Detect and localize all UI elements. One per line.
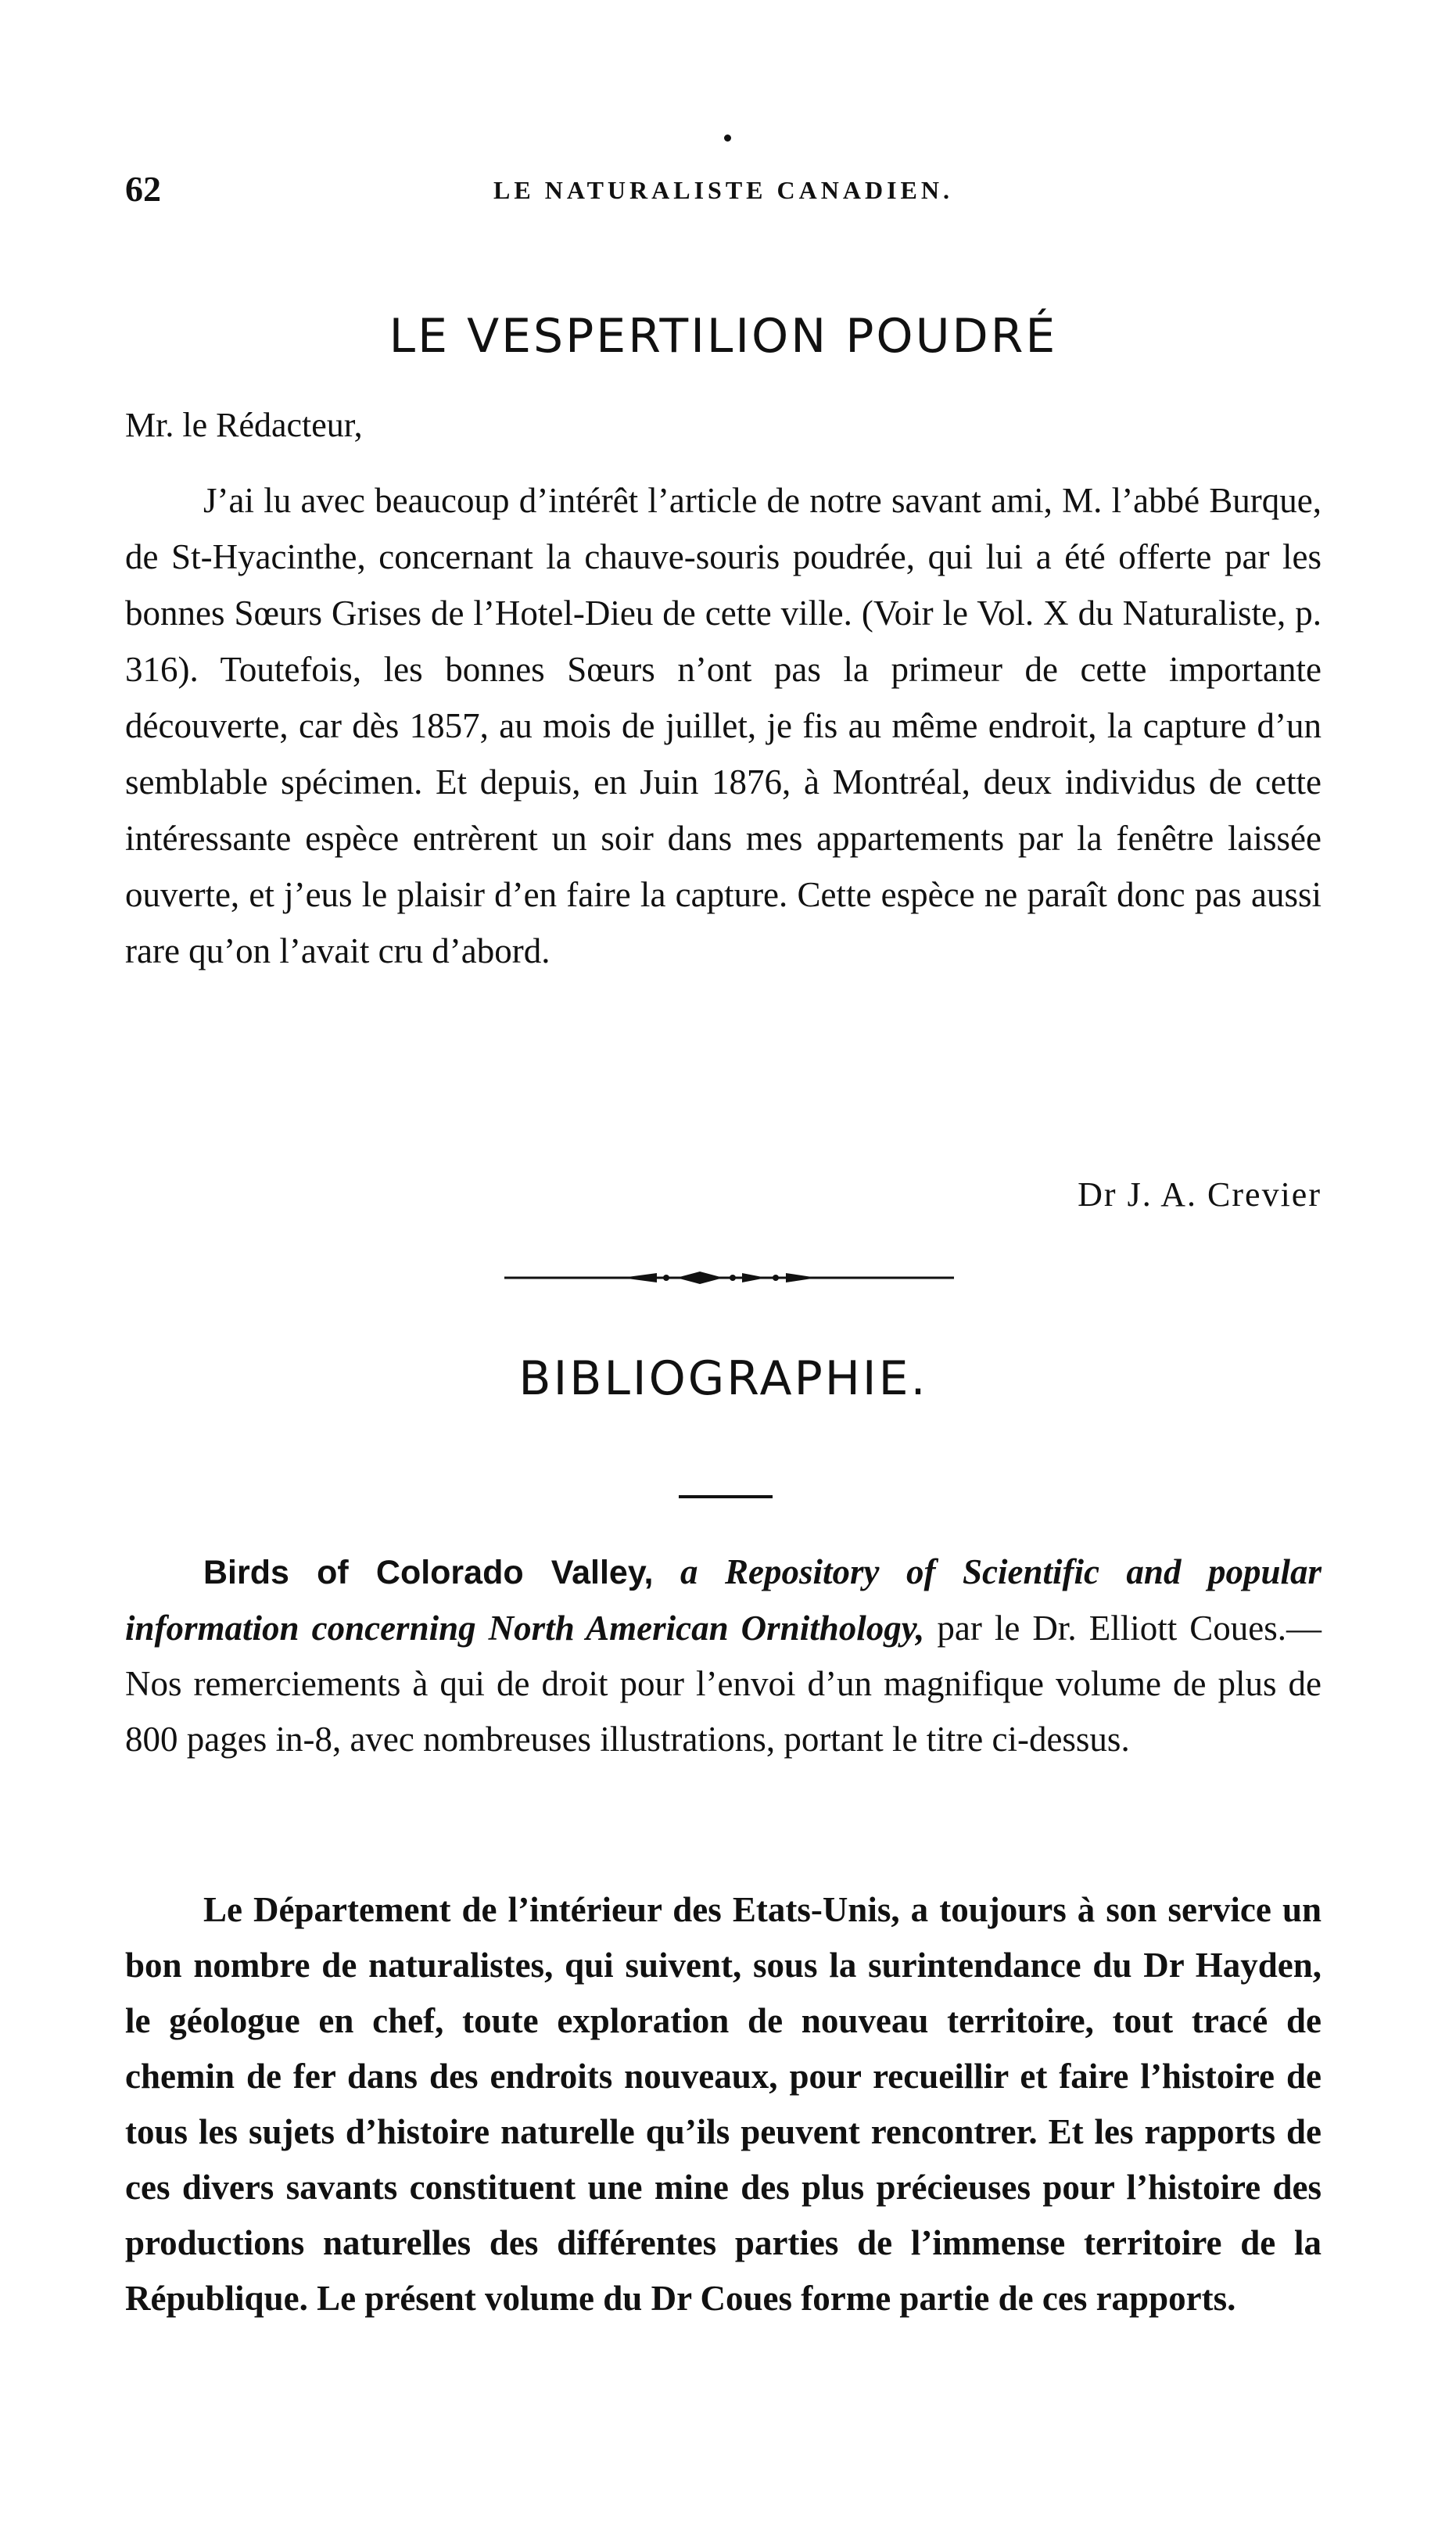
- page-header: [125, 168, 1322, 215]
- ornamental-divider: [504, 1268, 954, 1287]
- entry-title: Birds of Colorado Valley,: [203, 1554, 654, 1591]
- entry-byline: par le Dr. Elliott Coues.: [937, 1609, 1287, 1648]
- bibliography-paragraph-text: Le Département de l’intérieur des Etats-Unis, a toujours à son service un bon nombre de naturalistes, qui suivent, sous la surintendance du Dr Hayden, le géologue en chef, toute exploration de nouveau territoire, tout tracé de chemin de fer dans des endroits nouveaux, pour recueillir et faire l’histoire de tous les sujets d’histoire naturelle qu’ils peuvent rencontrer. Et les rapports de ces divers savants constituent une mine des plus précieuses pour l’histoire des productions naturelles des différentes parties de l’immense territoire de la République. Le présent volume du Dr Coues forme partie de ces rapports.: [125, 1890, 1322, 2318]
- entry-subtitle: a Repository of Scientific and popular information concerning North American Ornithology,: [125, 1552, 1322, 1648]
- signature: Dr J. A. Crevier: [1078, 1175, 1322, 1214]
- short-rule: [679, 1495, 773, 1498]
- article-title: LE VESPERTILION POUDRÉ: [389, 309, 1058, 364]
- ink-dot: [724, 135, 731, 142]
- salutation: Mr. le Rédacteur,: [125, 406, 363, 444]
- section-title: BIBLIOGRAPHIE.: [518, 1351, 928, 1406]
- bibliography-entry: [125, 1544, 1322, 1767]
- entry-body: —Nos remerciements à qui de droit pour l’envoi d’un magnifique volume de plus de 800 pages in-8, avec nombreuses illustrations, portant le titre ci-dessus.: [125, 1609, 1322, 1759]
- article-paragraph: J’ai lu avec beaucoup d’intérêt l’article de notre savant ami, M. l’abbé Burque, de St-Hyacinthe, concernant la chauve-souris poudrée, qui lui a été offerte par les bonnes Sœurs Grises de l’Hotel-Dieu de cette ville. (Voir le Vol. X du Naturaliste, p. 316). Toutefois, les bonnes Sœurs n’ont pas la primeur de cette importante découverte, car dès 1857, au mois de juillet, je fis au même endroit, la capture d’un semblable spécimen. Et depuis, en Juin 1876, à Montréal, deux individus de cette intéressante espèce entrèrent un soir dans mes appartements par la fenêtre laissée ouverte, et j’eus le plaisir d’en faire la capture. Cette espèce ne paraît donc pas aussi rare qu’on l’avait cru d’abord.: [125, 481, 1322, 970]
- bibliography-paragraph: [125, 1882, 1322, 2326]
- running-title: LE NATURALISTE CANADIEN.: [493, 176, 953, 204]
- page-number: 62: [125, 169, 161, 209]
